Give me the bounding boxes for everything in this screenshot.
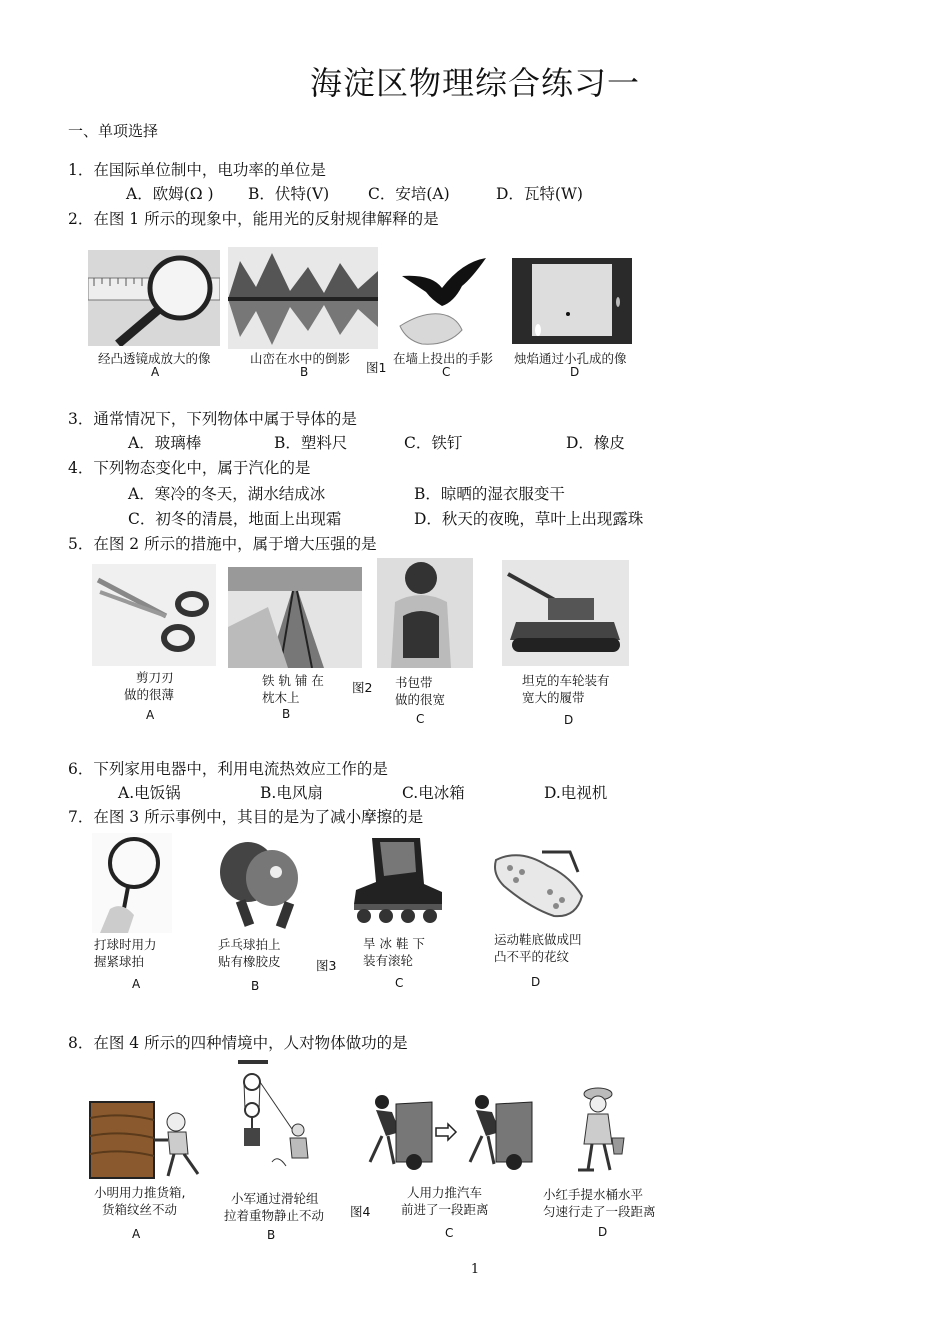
q8-letter-a: A xyxy=(132,1227,141,1241)
figure-2-label: 图2 xyxy=(352,680,373,695)
q7-caption-c-line1: 旱 冰 鞋 下 xyxy=(363,936,425,951)
question-7-stem: 7．在图 3 所示事例中，其目的是为了减小摩擦的是 xyxy=(68,808,424,826)
q5-caption-b-line2: 枕木上 xyxy=(262,690,300,705)
q5-caption-d-line2: 宽大的履带 xyxy=(522,690,585,705)
question-4-stem: 4．下列物态变化中，属于汽化的是 xyxy=(68,459,311,477)
section-heading: 一、单项选择 xyxy=(68,122,159,140)
q2-caption-c: 在墙上投出的手影 xyxy=(393,351,494,366)
q4-option-a[interactable]: A．寒冷的冬天，湖水结成冰 xyxy=(128,485,326,503)
page-title: 海淀区物理综合练习一 xyxy=(309,64,640,102)
q8-caption-b-line1: 小军通过滑轮组 xyxy=(231,1191,319,1206)
q2-caption-b: 山峦在水中的倒影 xyxy=(250,351,351,366)
q8-letter-c: C xyxy=(445,1226,454,1240)
question-8-stem: 8．在图 4 所示的四种情境中，人对物体做功的是 xyxy=(68,1034,408,1052)
tank-image xyxy=(502,560,629,666)
pinhole-candle-image xyxy=(512,258,632,344)
q8-caption-d-line2: 匀速行走了一段距离 xyxy=(543,1204,656,1219)
hand-shadow-image xyxy=(392,256,488,348)
q2-letter-a: A xyxy=(151,365,160,379)
q7-letter-a: A xyxy=(132,977,141,991)
q7-caption-d-line1: 运动鞋底做成凹 xyxy=(494,932,582,947)
ping-pong-paddles-image xyxy=(206,836,306,930)
q2-letter-c: C xyxy=(442,365,451,379)
q2-letter-d: D xyxy=(570,365,580,379)
q5-letter-a: A xyxy=(146,708,155,722)
q1-option-b[interactable]: B．伏特(V) xyxy=(248,185,330,203)
q1-option-a[interactable]: A．欧姆(Ω ) xyxy=(126,185,214,203)
q5-caption-c-line2: 做的很宽 xyxy=(395,692,446,707)
railway-track-image xyxy=(228,567,362,668)
q6-option-c[interactable]: C.电冰箱 xyxy=(402,784,465,802)
q7-letter-c: C xyxy=(395,976,404,990)
racket-grip-image xyxy=(92,833,172,933)
q7-caption-c-line2: 装有滚轮 xyxy=(363,953,414,968)
q6-option-b[interactable]: B.电风扇 xyxy=(260,784,323,802)
carry-bucket-image xyxy=(566,1086,636,1178)
q5-letter-b: B xyxy=(282,707,291,721)
q7-caption-a-line2: 握紧球拍 xyxy=(94,954,145,969)
q5-caption-a-line2: 做的很薄 xyxy=(124,687,175,702)
q3-option-d[interactable]: D．橡皮 xyxy=(566,434,625,452)
q1-option-c[interactable]: C．安培(A) xyxy=(368,185,450,203)
q5-letter-c: C xyxy=(416,712,425,726)
q8-letter-b: B xyxy=(267,1228,276,1242)
q8-caption-c-line1: 人用力推汽车 xyxy=(407,1185,483,1200)
figure-4-label: 图4 xyxy=(350,1204,371,1219)
q3-option-a[interactable]: A．玻璃棒 xyxy=(128,434,202,452)
sneaker-sole-image xyxy=(490,846,586,924)
q3-option-b[interactable]: B．塑料尺 xyxy=(274,434,348,452)
pulley-image xyxy=(232,1058,316,1174)
magnifier-ruler-image xyxy=(88,250,220,346)
figure-3-label: 图3 xyxy=(316,958,337,973)
q7-caption-a-line1: 打球时用力 xyxy=(94,937,157,952)
mountain-reflection-image xyxy=(228,247,378,349)
q8-caption-c-line2: 前进了一段距离 xyxy=(401,1202,489,1217)
q5-caption-a-line1: 剪刀刃 xyxy=(136,670,174,685)
q8-caption-a-line2: 货箱纹丝不动 xyxy=(102,1202,178,1217)
q8-letter-d: D xyxy=(598,1225,608,1239)
figure-1-label: 图1 xyxy=(366,360,387,375)
roller-skate-image xyxy=(346,832,446,924)
schoolbag-image xyxy=(377,558,473,668)
question-1-stem: 1．在国际单位制中，电功率的单位是 xyxy=(68,161,326,179)
q5-caption-b-line1: 铁 轨 铺 在 xyxy=(262,673,324,688)
question-3-stem: 3．通常情况下，下列物体中属于导体的是 xyxy=(68,410,357,428)
scissors-image xyxy=(92,564,216,666)
q4-option-b[interactable]: B．晾晒的湿衣服变干 xyxy=(414,485,565,503)
q1-option-d[interactable]: D．瓦特(W) xyxy=(496,185,583,203)
q8-caption-a-line1: 小明用力推货箱, xyxy=(94,1185,186,1200)
q2-letter-b: B xyxy=(300,365,309,379)
question-2-stem: 2．在图 1 所示的现象中，能用光的反射规律解释的是 xyxy=(68,210,439,228)
q3-option-c[interactable]: C．铁钉 xyxy=(404,434,463,452)
push-crate-image xyxy=(88,1100,212,1180)
q2-caption-a: 经凸透镜成放大的像 xyxy=(98,351,211,366)
q7-letter-d: D xyxy=(531,975,541,989)
q4-option-d[interactable]: D．秋天的夜晚，草叶上出现露珠 xyxy=(414,510,644,528)
q2-caption-d: 烛焰通过小孔成的像 xyxy=(514,351,627,366)
q6-option-a[interactable]: A.电饭锅 xyxy=(118,784,181,802)
page-number: 1 xyxy=(470,1262,480,1277)
question-6-stem: 6．下列家用电器中，利用电流热效应工作的是 xyxy=(68,760,388,778)
q8-caption-d-line1: 小红手提水桶水平 xyxy=(543,1187,644,1202)
q7-caption-b-line2: 贴有橡胶皮 xyxy=(218,954,281,969)
q7-caption-b-line1: 乒乓球拍上 xyxy=(218,937,281,952)
q7-caption-d-line2: 凸不平的花纹 xyxy=(494,949,570,964)
q7-letter-b: B xyxy=(251,979,260,993)
q5-letter-d: D xyxy=(564,713,574,727)
push-car-image xyxy=(348,1092,534,1174)
q6-option-d[interactable]: D.电视机 xyxy=(544,784,608,802)
q4-option-c[interactable]: C．初冬的清晨，地面上出现霜 xyxy=(128,510,342,528)
q8-caption-b-line2: 拉着重物静止不动 xyxy=(224,1208,325,1223)
question-5-stem: 5．在图 2 所示的措施中，属于增大压强的是 xyxy=(68,535,377,553)
q5-caption-d-line1: 坦克的车轮装有 xyxy=(522,673,610,688)
q5-caption-c-line1: 书包带 xyxy=(395,675,433,690)
